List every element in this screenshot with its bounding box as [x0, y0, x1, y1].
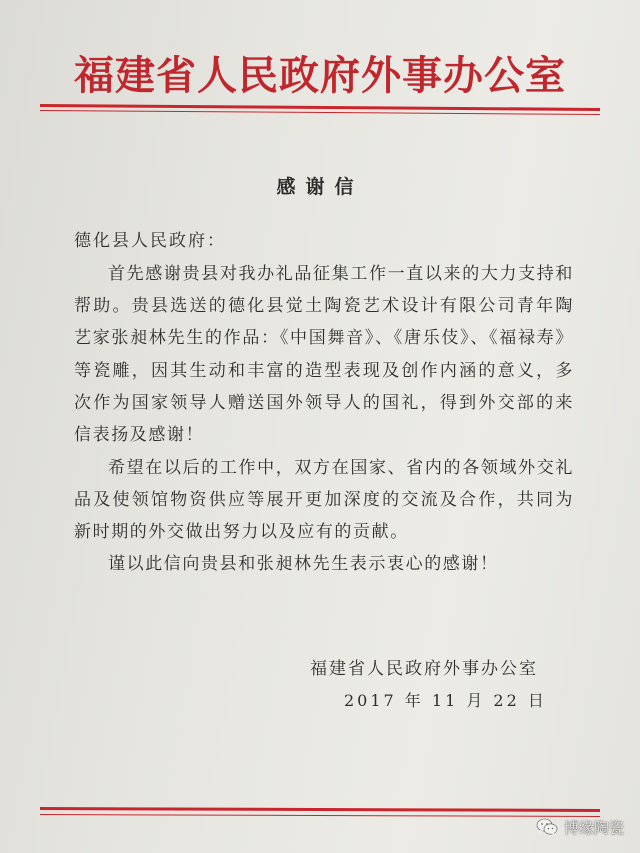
- letterhead-rule-thin: [40, 110, 600, 115]
- letter-date: 2017 年 11 月 22 日: [344, 691, 547, 710]
- letter-title: 感谢信: [276, 176, 364, 198]
- footer-rule-thick: [40, 807, 600, 812]
- watermark-text: 博缘陶瓷: [563, 818, 624, 837]
- letter-paragraph-2: 希望在以后的工作中，双方在国家、省内的各领域外交礼品及使领馆物资供应等展开更加深度的交流及合作，共同为新时期的外交做出努力以及应有的贡献。: [74, 458, 574, 543]
- footer-rule-thin: [40, 814, 600, 817]
- letter-paragraph-3: 谨以此信向贵县和张昶林先生表示衷心的感谢！: [108, 554, 499, 574]
- letter-salutation: 德化县人民政府：: [74, 231, 226, 251]
- letter-signature: 福建省人民政府外事办公室: [310, 659, 538, 679]
- wechat-icon: [536, 818, 558, 836]
- letter-paragraph-1: 首先感谢贵县对我办礼品征集工作一直以来的大力支持和帮助。贵县选送的德化县觉土陶瓷艺术设计有限公司青年陶艺家张昶林先生的作品：《中国舞音》、《唐乐伎》、《福禄寿》等瓷雕，因其生动和丰富的造型表现及创作内涵的意义，多次作为国家领导人赠送国外领导人的国礼，得到外交部的来信表扬及感谢！: [74, 264, 574, 446]
- letterhead-organization: 福建省人民政府外事办公室: [74, 52, 566, 99]
- watermark: [536, 814, 624, 840]
